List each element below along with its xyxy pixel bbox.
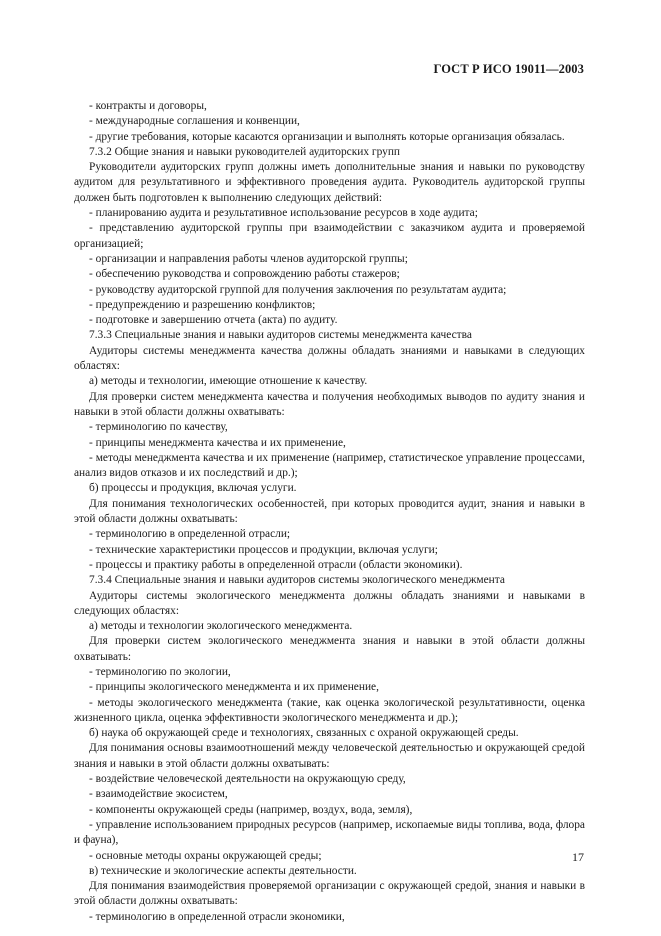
paragraph: Для проверки систем менеджмента качества и получения необходимых выводов по аудиту знания и навыки в этой области должны охватывать: (74, 390, 585, 418)
list-item: - терминологию в определенной отрасли экономики, (89, 910, 345, 923)
list-item: - предупреждению и разрешению конфликтов; (89, 298, 316, 311)
list-item: - планированию аудита и результативное использование ресурсов в ходе аудита; (89, 207, 478, 220)
list-item: - международные соглашения и конвенции, (89, 115, 300, 128)
subsection-item: а) методы и технологии, имеющие отношение к качеству. (89, 375, 368, 388)
section-heading: 7.3.3 Специальные знания и навыки аудиторов системы менеджмента качества (89, 329, 472, 342)
list-item: - основные методы охраны окружающей среды; (89, 849, 322, 862)
subsection-item: б) наука об окружающей среде и технологиях, связанных с охраной окружающей среды. (89, 727, 519, 740)
list-item: - представлению аудиторской группы при взаимодействии с заказчиком аудита и проверяемой организацией; (74, 222, 585, 250)
list-item: - воздействие человеческой деятельности на окружающую среду, (89, 773, 406, 786)
list-item: - обеспечению руководства и сопровождению работы стажеров; (89, 268, 400, 281)
paragraph: Для понимания взаимодействия проверяемой организации с окружающей средой, знания и навыки в этой области должны охватывать: (74, 880, 585, 908)
paragraph: Аудиторы системы менеджмента качества должны обладать знаниями и навыками в следующих областях: (74, 344, 585, 373)
list-item: - технические характеристики процессов и продукции, включая услуги; (89, 543, 438, 556)
list-item: - терминологию по качеству, (89, 421, 228, 434)
subsection-item: б) процессы и продукция, включая услуги. (89, 482, 297, 495)
paragraph: Для понимания основы взаимоотношений между человеческой деятельностью и окружающей средой знания и навыки в этой области должны охватывать: (74, 742, 585, 770)
list-item: - принципы экологического менеджмента и их применение, (89, 681, 379, 694)
list-item: - организации и направления работы членов аудиторской группы; (89, 252, 408, 265)
list-item: - другие требования, которые касаются организации и выполнять которые организация обязалась. (89, 130, 565, 143)
list-item: - процессы и практику работы в определенной отрасли (области экономики). (89, 558, 463, 571)
list-item: - управление использованием природных ресурсов (например, ископаемые виды топлива, вода, флора и фауна), (74, 818, 585, 847)
subsection-item: в) технические и экологические аспекты деятельности. (89, 864, 357, 877)
list-item: - принципы менеджмента качества и их применение, (89, 436, 346, 449)
subsection-item: а) методы и технологии экологического менеджмента. (89, 620, 353, 633)
list-item: - руководству аудиторской группой для получения заключения по результатам аудита; (89, 283, 507, 296)
list-item: - компоненты окружающей среды (например, воздух, вода, земля), (89, 803, 413, 816)
paragraph: Для понимания технологических особенностей, при которых проводится аудит, знания и навыки в этой области должны охватывать: (74, 497, 585, 526)
paragraph: Для проверки систем экологического менеджмента знания и навыки в этой области должны охватывать: (74, 635, 585, 663)
section-heading: 7.3.4 Специальные знания и навыки аудиторов системы экологического менеджмента (89, 574, 505, 587)
list-item: - терминологию в определенной отрасли; (89, 528, 291, 541)
paragraph: Руководители аудиторских групп должны иметь дополнительные знания и навыки по руководству аудитом для результативного и эффективного проведения аудита. Руководитель аудиторской группы должен быть подготовлен к выполнению следующих действий: (74, 161, 585, 204)
paragraph: Аудиторы системы экологического менеджмента должны обладать знаниями и навыками в следующих областях: (74, 589, 585, 617)
list-item: - контракты и договоры, (89, 100, 207, 112)
list-item: - взаимодействие экосистем, (89, 788, 228, 801)
list-item: - методы экологического менеджмента (такие, как оценка экологической результативности, оценка жизненного цикла, оценка эффективности экологического менеджмента и др.); (74, 696, 585, 724)
page-number: 17 (572, 850, 584, 864)
list-item: - методы менеджмента качества и их применение (например, статистическое управление процессами, анализ видов отказов и их последствий и др.); (74, 451, 585, 480)
list-item: - подготовке и завершению отчета (акта) по аудиту. (89, 314, 338, 327)
section-heading: 7.3.2 Общие знания и навыки руководителей аудиторских групп (89, 145, 401, 158)
document-body (74, 99, 585, 925)
list-item: - терминологию по экологии, (89, 665, 231, 678)
document-header: ГОСТ Р ИСО 19011—2003 (433, 62, 584, 76)
